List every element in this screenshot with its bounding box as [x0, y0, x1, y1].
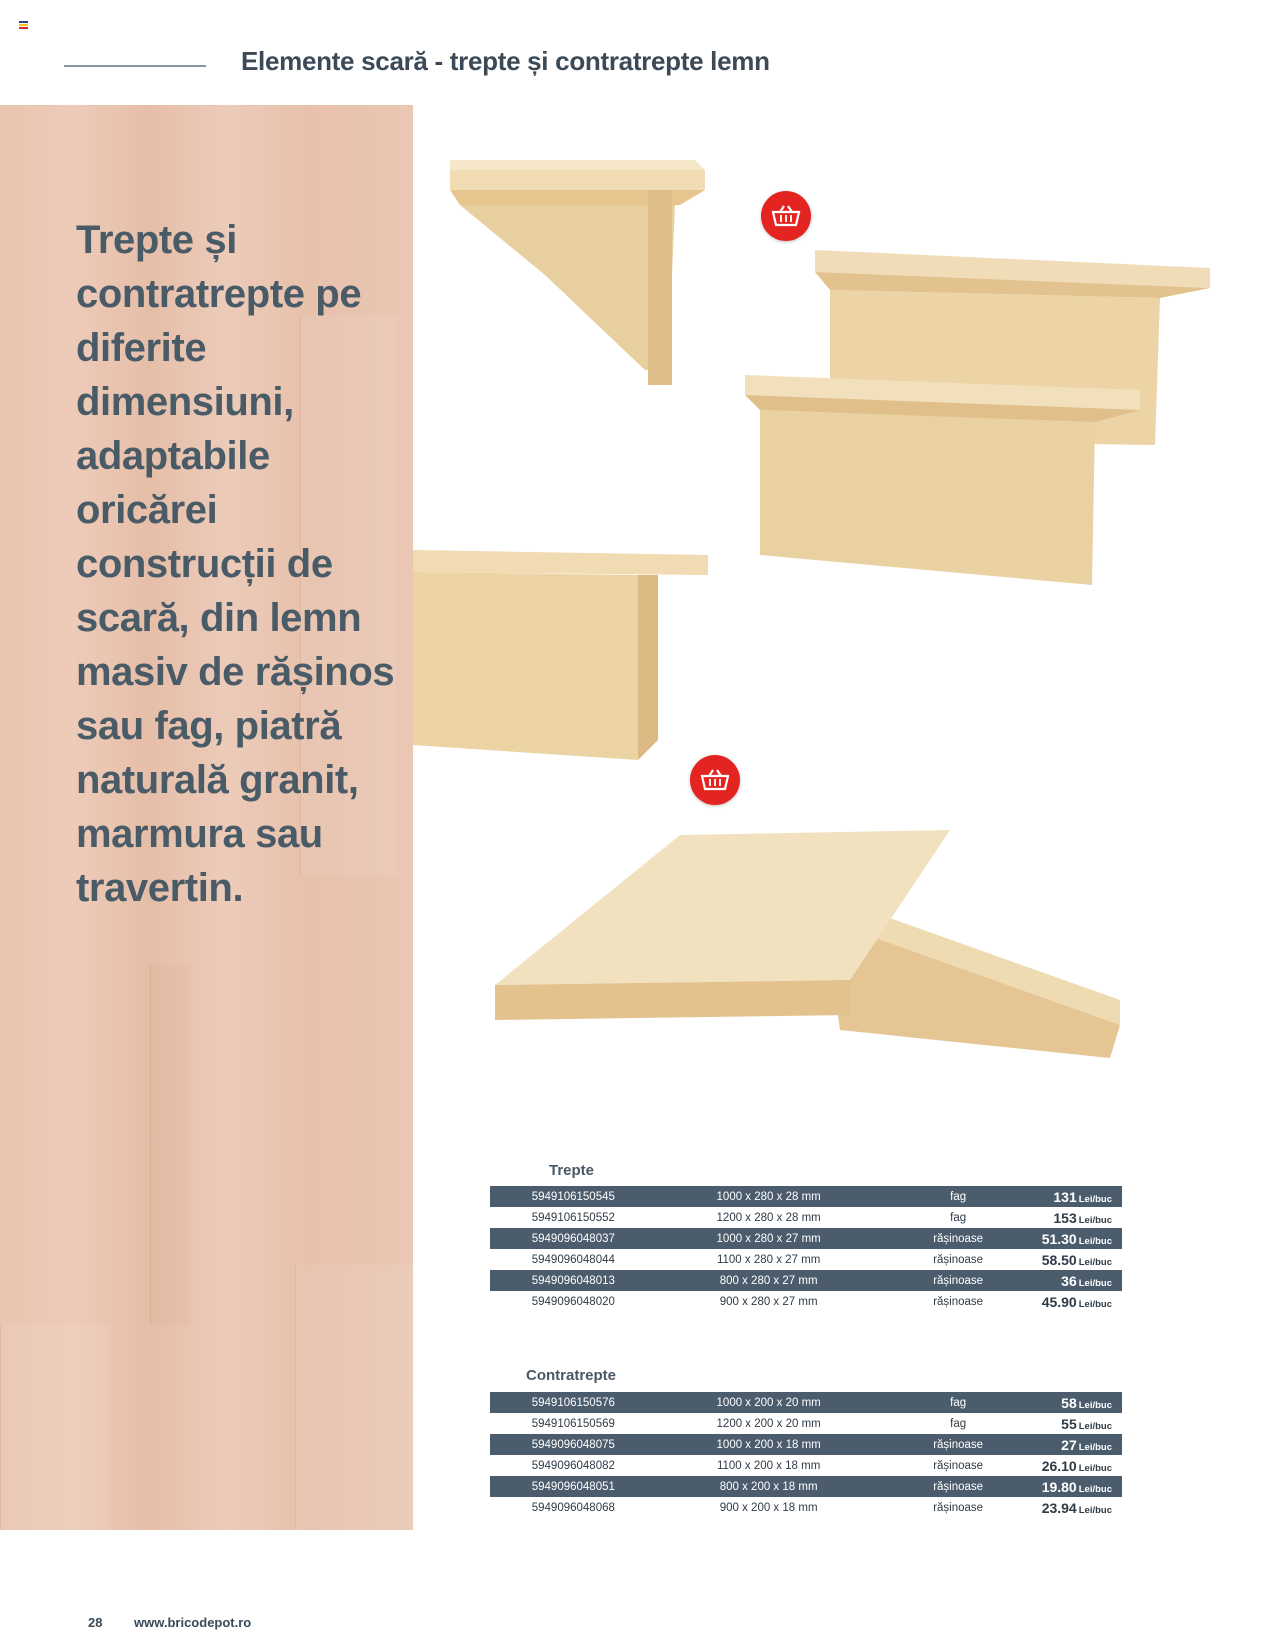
price-unit: Lei/buc: [1078, 1504, 1112, 1516]
price-unit: Lei/buc: [1078, 1214, 1112, 1226]
table-row: [490, 1497, 1122, 1518]
product-code: 5949106150576: [490, 1392, 657, 1413]
wood-plank: [150, 965, 191, 1325]
table-row: [490, 1186, 1122, 1207]
product-dimensions: 1100 x 200 x 18 mm: [657, 1455, 881, 1476]
price-unit: Lei/buc: [1078, 1462, 1112, 1474]
product-material: rășinoase: [881, 1497, 1036, 1518]
table-row: [490, 1413, 1122, 1434]
price-value: 58: [1061, 1394, 1077, 1411]
product-dimensions: 1000 x 200 x 18 mm: [657, 1434, 881, 1455]
feature-headline: Trepte și contratrepte pe diferite dimensiuni, adaptabile oricărei construcții de scară, din lemn masiv de rășinos sau fag, piatră naturală granit, marmura sau travertin.: [76, 218, 395, 910]
product-code: 5949106150569: [490, 1413, 657, 1434]
romania-flag-icon: [19, 21, 28, 28]
price-value: 19.80: [1041, 1478, 1077, 1495]
product-price: [1036, 1207, 1122, 1228]
two-step-staircase-photo: [740, 250, 1220, 590]
product-material: rășinoase: [881, 1476, 1036, 1497]
price-value: 153: [1053, 1209, 1077, 1226]
product-price: [1036, 1270, 1122, 1291]
product-material: fag: [881, 1186, 1036, 1207]
product-price: [1036, 1186, 1122, 1207]
price-value: 58.50: [1041, 1251, 1077, 1268]
price-unit: Lei/buc: [1078, 1399, 1112, 1411]
product-price: [1036, 1476, 1122, 1497]
product-dimensions: 900 x 200 x 18 mm: [657, 1497, 881, 1518]
table-row: [490, 1291, 1122, 1312]
product-code: 5949096048037: [490, 1228, 657, 1249]
product-code: 5949096048013: [490, 1270, 657, 1291]
section-title-contratrepte: Contratrepte: [526, 1367, 617, 1384]
product-price: [1036, 1434, 1122, 1455]
product-material: rășinoase: [881, 1249, 1036, 1270]
product-material: rășinoase: [881, 1270, 1036, 1291]
product-material: rășinoase: [881, 1455, 1036, 1476]
product-price: [1036, 1455, 1122, 1476]
price-unit: Lei/buc: [1078, 1298, 1112, 1310]
table-row: [490, 1455, 1122, 1476]
basket-glyph-icon: [770, 204, 802, 228]
product-price: [1036, 1228, 1122, 1249]
table-row: [490, 1207, 1122, 1228]
shopping-basket-icon[interactable]: [690, 755, 740, 805]
table-row: [490, 1228, 1122, 1249]
product-dimensions: 1000 x 280 x 28 mm: [657, 1186, 881, 1207]
product-dimensions: 1000 x 280 x 27 mm: [657, 1228, 881, 1249]
product-material: rășinoase: [881, 1228, 1036, 1249]
table-row: [490, 1249, 1122, 1270]
wood-plank: [0, 1325, 111, 1530]
table-row: [490, 1476, 1122, 1497]
price-unit: Lei/buc: [1078, 1441, 1112, 1453]
product-price: [1036, 1392, 1122, 1413]
price-unit: Lei/buc: [1078, 1420, 1112, 1432]
product-dimensions: 1200 x 280 x 28 mm: [657, 1207, 881, 1228]
price-unit: Lei/buc: [1078, 1193, 1112, 1205]
price-value: 45.90: [1041, 1293, 1077, 1310]
website-link[interactable]: www.bricodepot.ro: [134, 1615, 252, 1630]
product-code: 5949096048068: [490, 1497, 657, 1518]
product-material: rășinoase: [881, 1291, 1036, 1312]
stair-tread-front-photo: [413, 550, 713, 760]
price-unit: Lei/buc: [1078, 1256, 1112, 1268]
page-title: Elemente scară - trepte și contratrepte lemn: [241, 46, 770, 76]
wood-plank: [295, 1265, 413, 1530]
product-code: 5949096048051: [490, 1476, 657, 1497]
product-code: 5949096048075: [490, 1434, 657, 1455]
price-value: 55: [1061, 1415, 1077, 1432]
product-code: 5949106150552: [490, 1207, 657, 1228]
product-price: [1036, 1291, 1122, 1312]
product-code: 5949106150545: [490, 1186, 657, 1207]
price-value: 51.30: [1041, 1230, 1077, 1247]
wood-planks-photo: [495, 830, 1125, 1060]
price-value: 36: [1061, 1272, 1077, 1289]
contratrepte-table: [490, 1392, 1122, 1518]
section-title-trepte: Trepte: [549, 1162, 595, 1179]
price-unit: Lei/buc: [1078, 1277, 1112, 1289]
product-code: 5949096048020: [490, 1291, 657, 1312]
product-code: 5949096048082: [490, 1455, 657, 1476]
product-price: [1036, 1249, 1122, 1270]
product-material: fag: [881, 1207, 1036, 1228]
product-material: fag: [881, 1392, 1036, 1413]
trepte-table: [490, 1186, 1122, 1312]
wood-texture-panel: [0, 105, 413, 1530]
table-row: [490, 1270, 1122, 1291]
basket-glyph-icon: [699, 768, 731, 792]
price-unit: Lei/buc: [1078, 1483, 1112, 1495]
price-value: 27: [1061, 1436, 1077, 1453]
page-number: 28: [88, 1615, 103, 1630]
title-rule: [64, 65, 206, 67]
product-material: fag: [881, 1413, 1036, 1434]
product-dimensions: 900 x 280 x 27 mm: [657, 1291, 881, 1312]
product-material: rășinoase: [881, 1434, 1036, 1455]
table-row: [490, 1392, 1122, 1413]
price-value: 26.10: [1041, 1457, 1077, 1474]
product-code: 5949096048044: [490, 1249, 657, 1270]
product-dimensions: 1000 x 200 x 20 mm: [657, 1392, 881, 1413]
product-dimensions: 800 x 200 x 18 mm: [657, 1476, 881, 1497]
price-value: 131: [1053, 1188, 1077, 1205]
price-unit: Lei/buc: [1078, 1235, 1112, 1247]
table-row: [490, 1434, 1122, 1455]
product-price: [1036, 1413, 1122, 1434]
product-dimensions: 800 x 280 x 27 mm: [657, 1270, 881, 1291]
shopping-basket-icon[interactable]: [761, 191, 811, 241]
product-price: [1036, 1497, 1122, 1518]
price-value: 23.94: [1041, 1499, 1077, 1516]
product-dimensions: 1200 x 200 x 20 mm: [657, 1413, 881, 1434]
product-dimensions: 1100 x 280 x 27 mm: [657, 1249, 881, 1270]
stair-tread-riser-photo: [450, 160, 730, 385]
